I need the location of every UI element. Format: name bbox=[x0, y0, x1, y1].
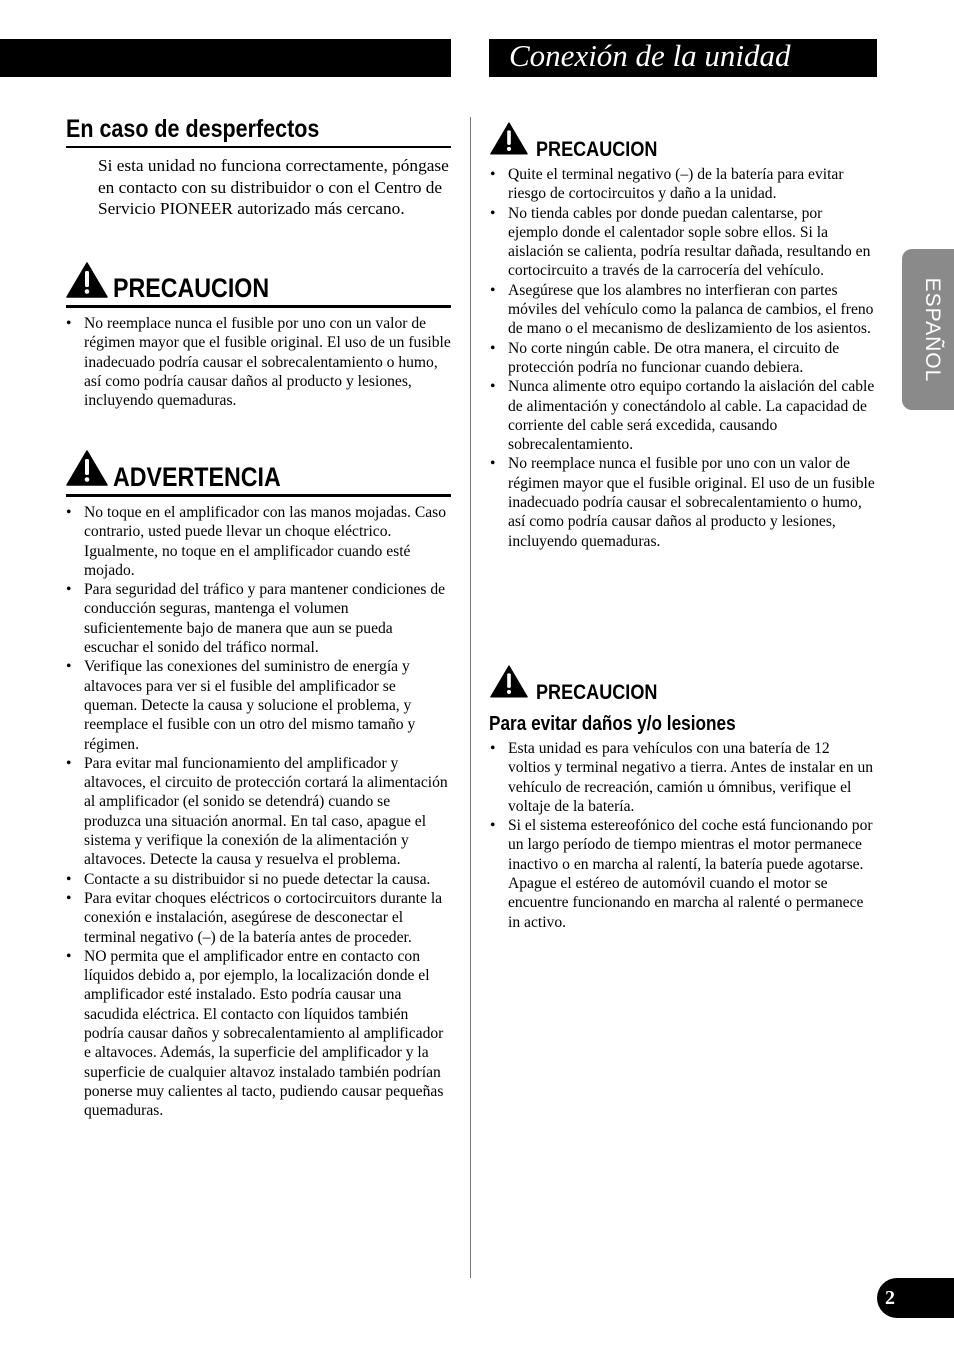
intro-paragraph: Si esta unidad no funciona correctamente, póngase en contacto con su distribuidor o con el Centro de Servicio PIONEER autorizado más cercano. bbox=[98, 156, 449, 219]
list-item: • Esta unidad es para vehículos con una batería de 12 voltios y terminal negativo a tierra. Antes de instalar en un vehículo de recreación, camión u ómnibus, verifique el voltaje de la batería. bbox=[490, 739, 875, 816]
list-item: • No reemplace nunca el fusible por uno con un valor de régimen mayor que el fusible original. El uso de un fusible inadecuado podría causar el sobrecalentamiento o humo, así como podría causar daños al producto y lesiones, incluyendo quemaduras. bbox=[66, 314, 451, 410]
list-item: • Contacte a su distribuidor si no puede detectar la causa. bbox=[66, 870, 451, 889]
header-bar-left bbox=[0, 39, 451, 77]
precaucion-heading: PRECAUCION bbox=[113, 273, 270, 303]
section-title: En caso de desperfectos bbox=[66, 115, 320, 143]
precaucion-right-list-2 bbox=[490, 739, 875, 932]
column-divider bbox=[470, 117, 471, 1278]
page-number: 2 bbox=[885, 1287, 895, 1309]
list-item: • Para evitar mal funcionamiento del amplificador y altavoces, el circuito de protección cortará la alimentación al amplificador (el sonido se detendrá) cuando se produzca una situación anormal. En tal caso, apague el sistema y verifique la conexión de la alimentación y altavoces. Detecte la causa y resuelva el problema. bbox=[66, 754, 451, 870]
language-tab-label: ESPAÑOL bbox=[921, 277, 944, 382]
warning-triangle-icon bbox=[66, 262, 108, 298]
precaucion-heading-right-2: PRECAUCION bbox=[536, 681, 658, 704]
page-title: Conexión de la unidad bbox=[509, 38, 791, 73]
list-item: • No corte ningún cable. De otra manera, el circuito de protección podría no funcionar cuando debiera. bbox=[490, 339, 875, 378]
advertencia-rule bbox=[66, 494, 451, 497]
list-item: • Quite el terminal negativo (–) de la batería para evitar riesgo de cortocircuitos y daño a la unidad. bbox=[490, 165, 875, 204]
precaucion-list bbox=[66, 314, 451, 410]
warning-triangle-icon bbox=[490, 665, 528, 698]
warning-triangle-icon bbox=[66, 450, 108, 486]
list-item: • Nunca alimente otro equipo cortando la aislación del cable de alimentación y conectándolo al cable. La capacidad de corriente del cable será excedida, causando sobrecalentamiento. bbox=[490, 377, 875, 454]
list-item: • No reemplace nunca el fusible por uno con un valor de régimen mayor que el fusible original. El uso de un fusible inadecuado podría causar el sobrecalentamiento o humo, así como podría causar daños al producto y lesiones, incluyendo quemaduras. bbox=[490, 454, 875, 550]
language-tab bbox=[902, 249, 954, 410]
advertencia-list bbox=[66, 503, 451, 1121]
page-number-badge bbox=[877, 1278, 954, 1318]
precaucion-right-list bbox=[490, 165, 875, 551]
list-item: • Si el sistema estereofónico del coche está funcionando por un largo período de tiempo mientras el motor permanece inactivo o en marcha al ralentí, la batería puede agotarse. Apague el estéreo de automóvil cuando el motor se encuentre funcionando en marcha al ralenté o permanece in activo. bbox=[490, 816, 875, 932]
list-item: • Para seguridad del tráfico y para mantener condiciones de conducción seguras, mantenga el volumen suficientemente bajo de manera que aun se pueda escuchar el sonido del tráfico normal. bbox=[66, 580, 451, 657]
list-item: • Verifique las conexiones del suministro de energía y altavoces para ver si el fusible del amplificador se queman. Detecte la causa y solucione el problema, y reemplace el fusible con un otro del mismo tamaño y régimen. bbox=[66, 657, 451, 753]
section-title-rule bbox=[66, 146, 451, 148]
list-item: • Asegúrese que los alambres no interfieran con partes móviles del vehículo como la palanca de cambios, el freno de mano o el mecanismo de deslizamiento de los asientos. bbox=[490, 281, 875, 339]
precaucion-heading-right: PRECAUCION bbox=[536, 138, 658, 161]
precaucion-rule bbox=[66, 305, 451, 308]
precaucion-subheading: Para evitar daños y/o lesiones bbox=[489, 713, 736, 735]
list-item: • Para evitar choques eléctricos o cortocircuitors durante la conexión e instalación, asegúrese de desconectar el terminal negativo (–) de la batería antes de proceder. bbox=[66, 889, 451, 947]
advertencia-heading: ADVERTENCIA bbox=[113, 462, 281, 492]
list-item: • No toque en el amplificador con las manos mojadas. Caso contrario, usted puede llevar un choque eléctrico. Igualmente, no toque en el amplificador cuando esté mojado. bbox=[66, 503, 451, 580]
list-item: • NO permita que el amplificador entre en contacto con líquidos debido a, por ejemplo, la localización donde el amplificador esté instalado. Esto podría causar una sacudida eléctrica. El contacto con líquidos también podría causar daños y sobrecalentamiento al amplificador e altavoces. Además, la superficie del amplificador y la superficie de cualquier altavoz instalado también podrían ponerse muy calientes al tacto, pudiendo causar pequeñas quemaduras. bbox=[66, 947, 451, 1121]
list-item: • No tienda cables por donde puedan calentarse, por ejemplo donde el calentador sople sobre ellos. Si la aislación se calienta, podría resultar dañada, resultando en cortocircuito a través de la carrocería del vehículo. bbox=[490, 204, 875, 281]
warning-triangle-icon bbox=[490, 122, 528, 155]
